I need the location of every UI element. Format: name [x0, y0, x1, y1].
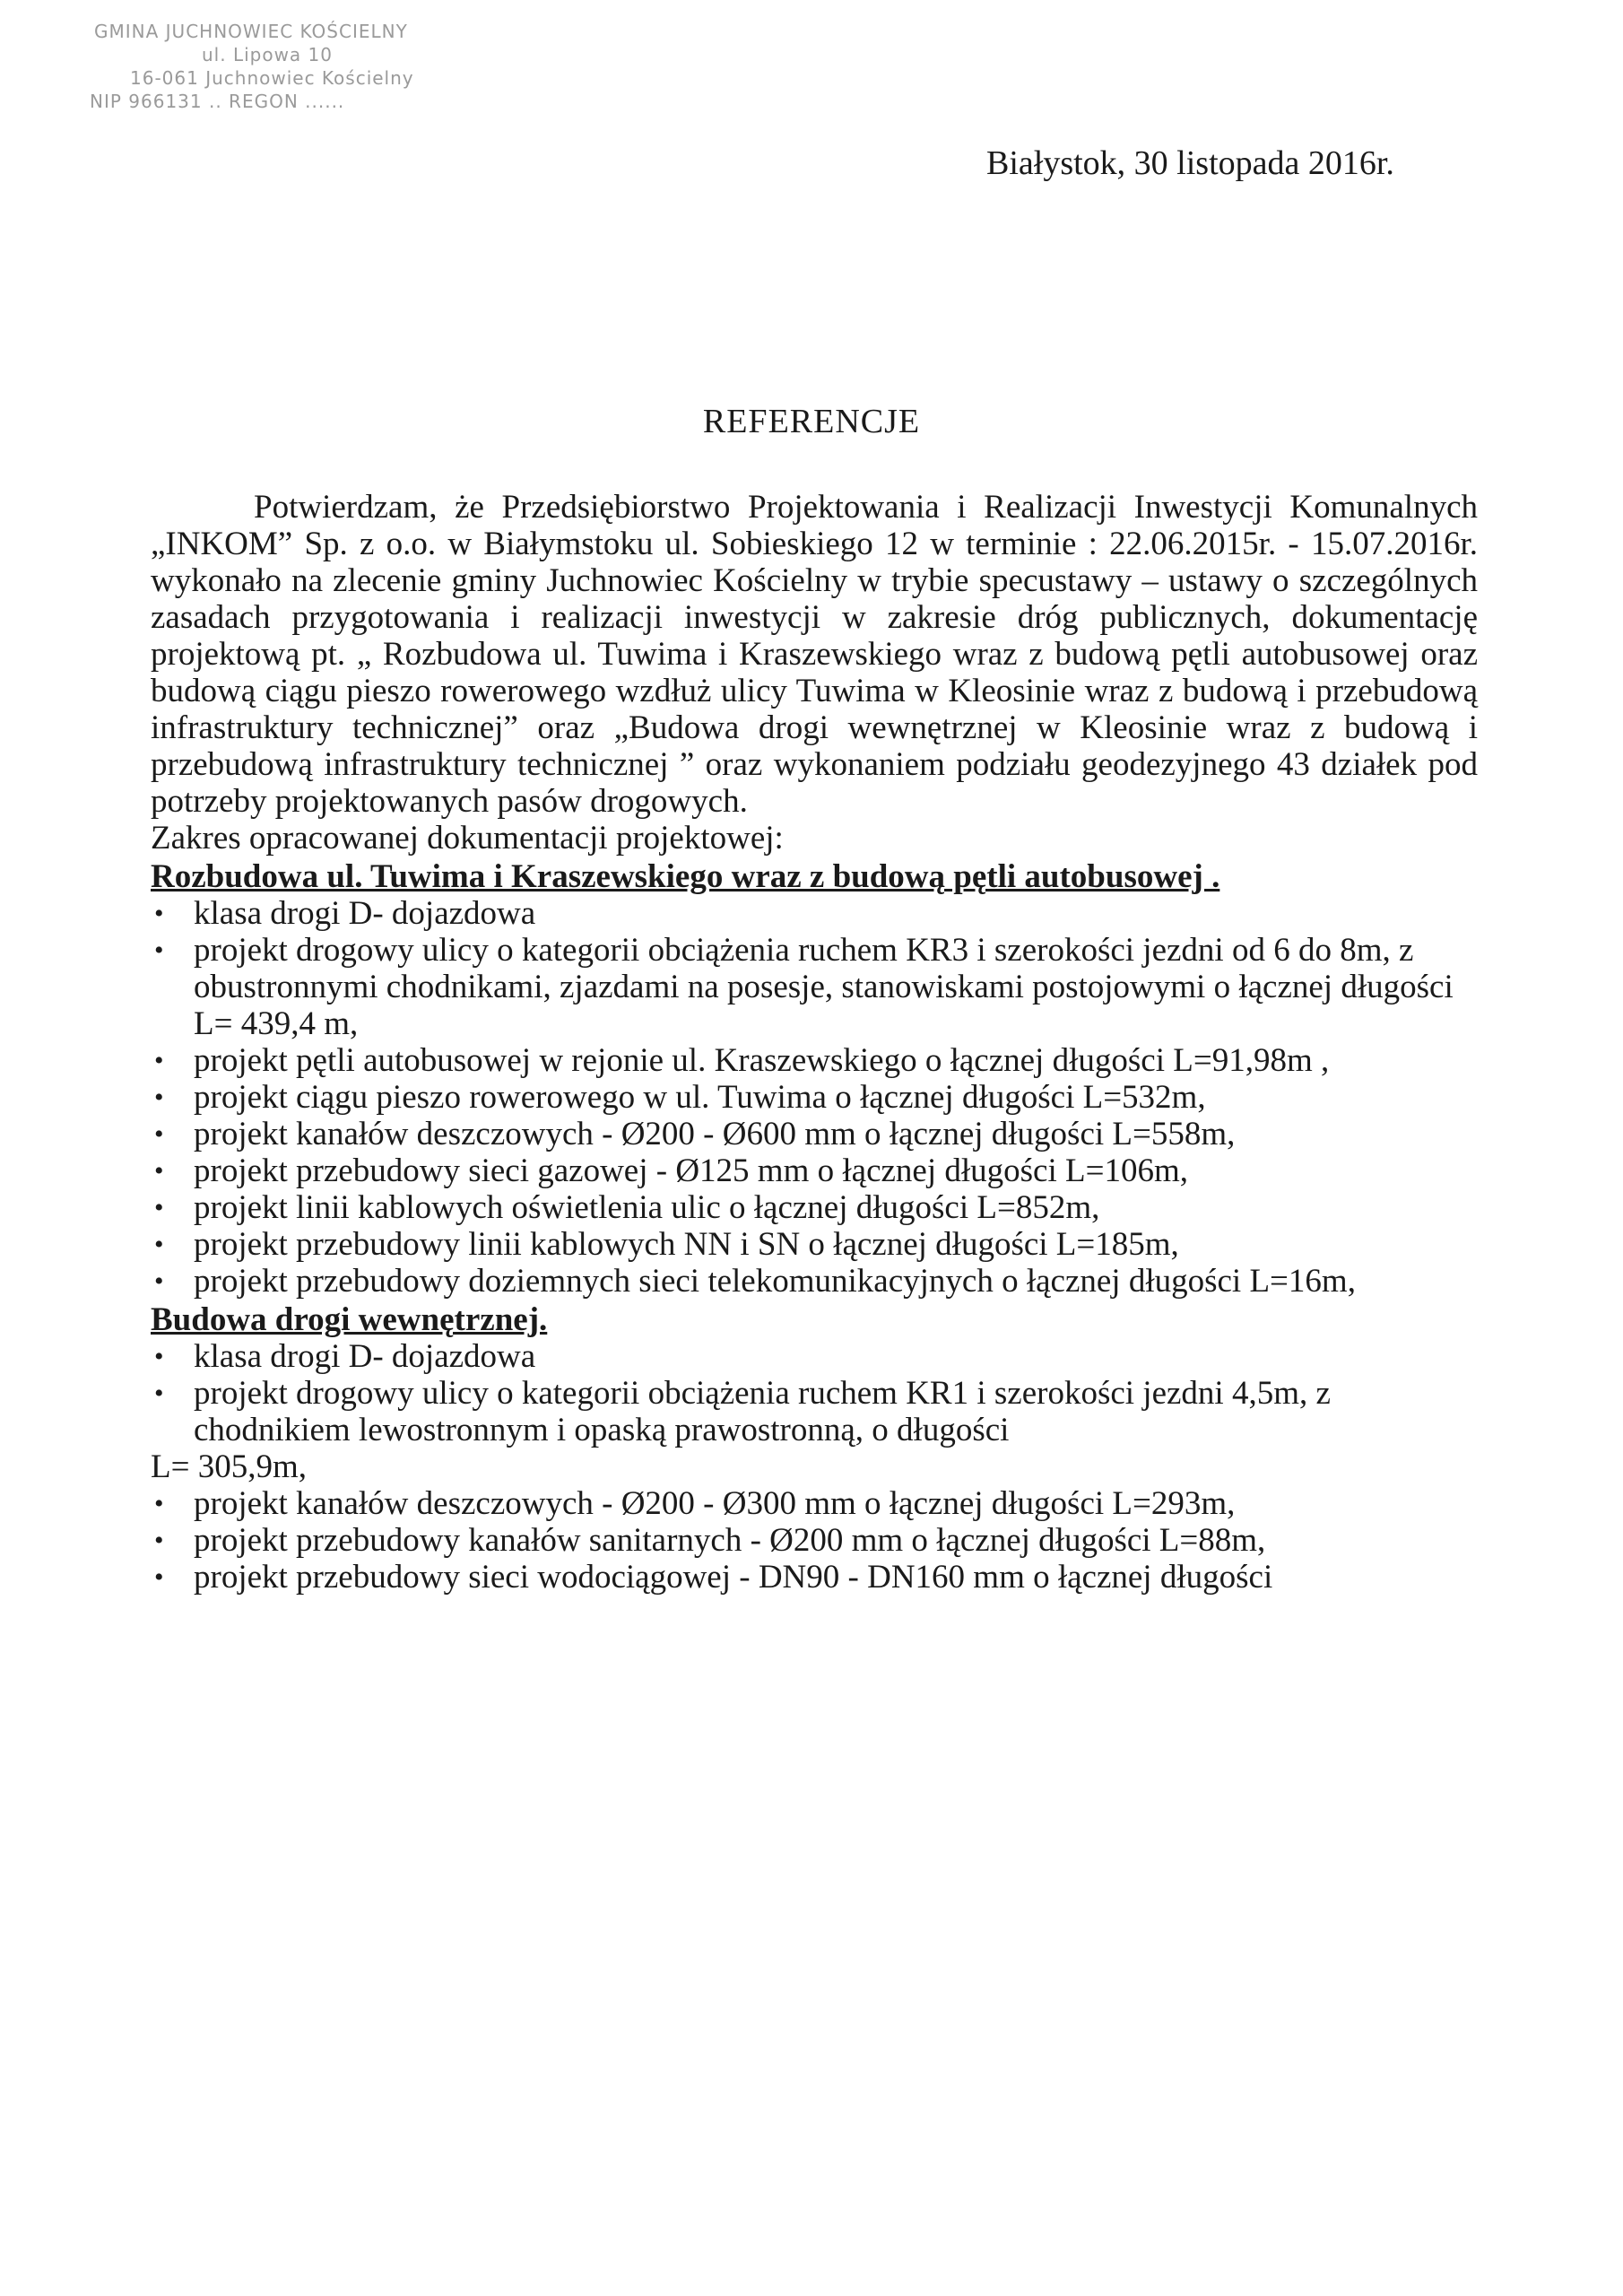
list-item: • projekt ciągu pieszo rowerowego w ul. Tuwima o łącznej długości L=532m,	[151, 1079, 1478, 1116]
list-item: • projekt drogowy ulicy o kategorii obciążenia ruchem KR3 i szerokości jezdni od 6 do 8m, z obustronnymi chodnikami, zjazdami na posesje, stanowiskami postojowymi o łącznej długości L= 439,4 m,	[151, 932, 1478, 1042]
list-item: • klasa drogi D- dojazdowa	[151, 1338, 1478, 1375]
scope-label: Zakres opracowanej dokumentacji projektowej:	[151, 820, 784, 857]
list-item: • projekt przebudowy sieci wodociągowej - DN90 - DN160 mm o łącznej długości	[151, 1559, 1478, 1596]
stamp-line: 16-061 Juchnowiec Kościelny	[130, 67, 414, 89]
section-list-budowa	[151, 1338, 1478, 1448]
list-item: • projekt przebudowy kanałów sanitarnych - Ø200 mm o łącznej długości L=88m,	[151, 1522, 1478, 1559]
section-heading-budowa: Budowa drogi wewnętrznej.	[151, 1301, 548, 1338]
length-continuation: L= 305,9m,	[151, 1448, 307, 1485]
list-item: • klasa drogi D- dojazdowa	[151, 895, 1478, 932]
list-item: • projekt pętli autobusowej w rejonie ul. Kraszewskiego o łącznej długości L=91,98m ,	[151, 1042, 1478, 1079]
list-item: • projekt przebudowy linii kablowych NN i SN o łącznej długości L=185m,	[151, 1226, 1478, 1263]
institution-stamp	[85, 20, 480, 113]
section-heading-rozbudowa: Rozbudowa ul. Tuwima i Kraszewskiego wraz z budową pętli autobusowej .	[151, 858, 1220, 895]
stamp-line: NIP 966131 .. REGON ......	[90, 91, 345, 112]
list-item: • projekt linii kablowych oświetlenia ulic o łącznej długości L=852m,	[151, 1189, 1478, 1226]
document-title: REFERENCJE	[702, 403, 921, 440]
list-item: • projekt kanałów deszczowych - Ø200 - Ø600 mm o łącznej długości L=558m,	[151, 1116, 1478, 1152]
section-list-rozbudowa	[151, 895, 1478, 1300]
list-item: • projekt przebudowy sieci gazowej - Ø125 mm o łącznej długości L=106m,	[151, 1152, 1478, 1189]
intro-paragraph: Potwierdzam, że Przedsiębiorstwo Projektowania i Realizacji Inwestycji Komunalnych „INKOM” Sp. z o.o. w Białymstoku ul. Sobieskiego 12 w terminie : 22.06.2015r. - 15.07.2016r. wykonało na zlecenie gminy Juchnowiec Kościelny w trybie specustawy – ustawy o szczególnych zasadach przygotowania i realizacji inwestycji w zakresie dróg publicznych, dokumentację projektową pt. „ Rozbudowa ul. Tuwima i Kraszewskiego wraz z budową pętli autobusowej oraz budową ciągu pieszo rowerowego wzdłuż ulicy Tuwima w Kleosinie wraz z budową i przebudową infrastruktury technicznej” oraz „Budowa drogi wewnętrznej w Kleosinie wraz z budową i przebudową infrastruktury technicznej ” oraz wykonaniem podziału geodezyjnego 43 działek pod potrzeby projektowanych pasów drogowych.	[151, 489, 1478, 820]
section-list-budowa-cont	[151, 1485, 1478, 1596]
list-item: • projekt kanałów deszczowych - Ø200 - Ø300 mm o łącznej długości L=293m,	[151, 1485, 1478, 1522]
stamp-line: ul. Lipowa 10	[202, 44, 333, 65]
list-item: • projekt przebudowy doziemnych sieci telekomunikacyjnych o łącznej długości L=16m,	[151, 1263, 1478, 1300]
document-date: Białystok, 30 listopada 2016r.	[986, 144, 1394, 182]
list-item: • projekt drogowy ulicy o kategorii obciążenia ruchem KR1 i szerokości jezdni 4,5m, z chodnikiem lewostronnym i opaską prawostronną, o długości	[151, 1375, 1478, 1448]
document-body	[151, 489, 1478, 1596]
stamp-line: GMINA JUCHNOWIEC KOŚCIELNY	[94, 21, 408, 42]
